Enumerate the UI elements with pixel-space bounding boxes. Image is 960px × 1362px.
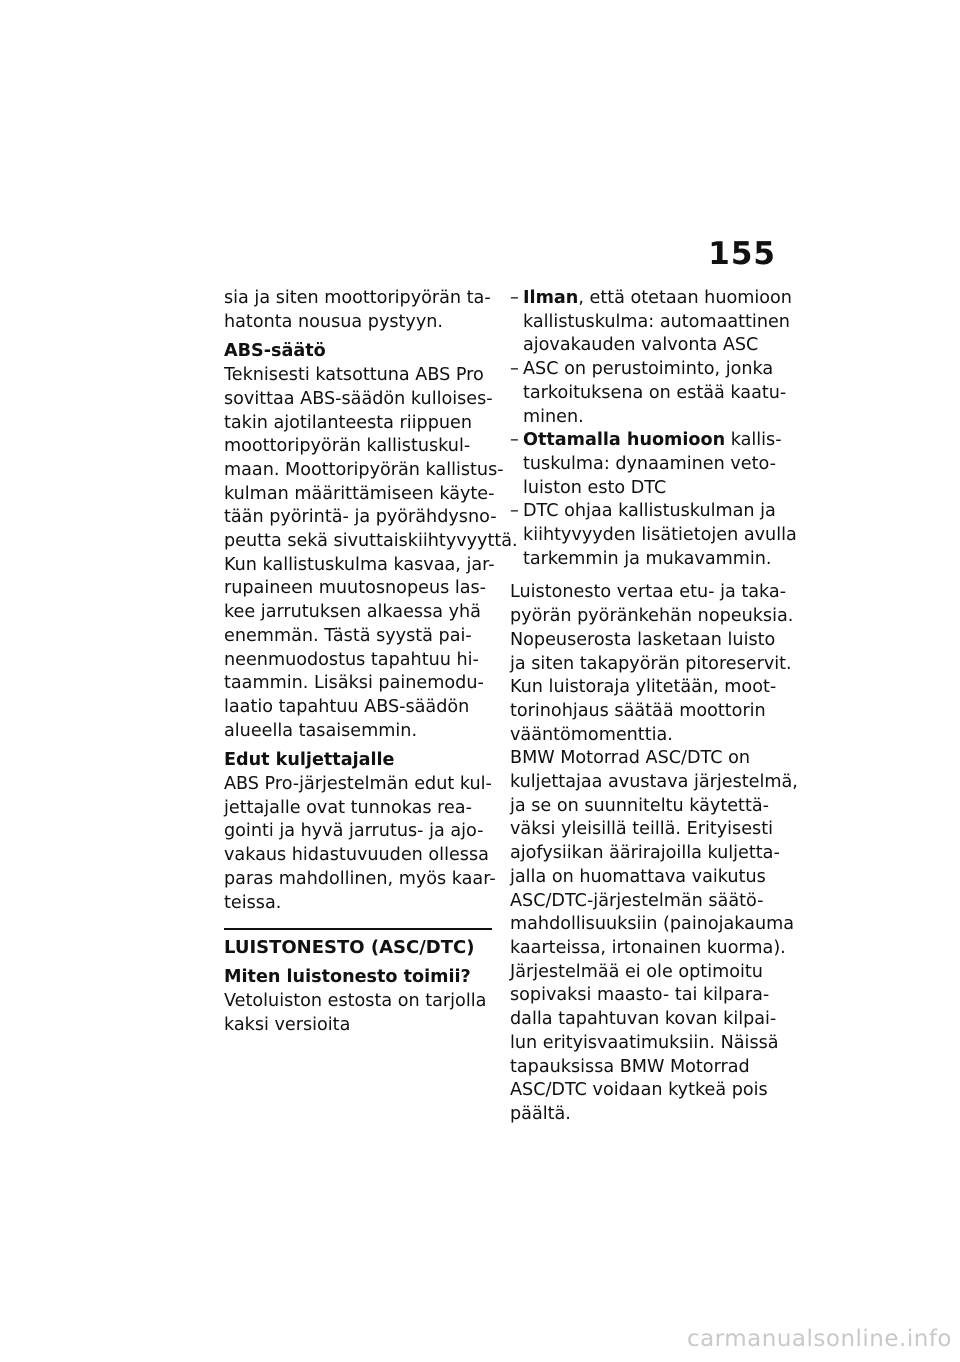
text-line bbox=[523, 358, 780, 382]
page-number: 155 bbox=[708, 236, 776, 272]
text-fragment: , että otetaan huomioon bbox=[578, 288, 792, 308]
text-line: lun erityisvaatimuksiin. Näissä bbox=[510, 1032, 779, 1053]
intro-paragraph bbox=[224, 287, 492, 334]
text-fragment: ASC on perustoiminto, jonka bbox=[523, 359, 774, 380]
text-line: sopivaksi maasto- tai kilpara- bbox=[510, 985, 770, 1006]
text-line: Kun kallistuskulma kasvaa, jar- bbox=[224, 554, 495, 575]
abs-heading: ABS-säätö bbox=[224, 341, 326, 362]
watermark: carmanualsonline.info bbox=[686, 1326, 952, 1352]
dash-marker: – bbox=[510, 501, 519, 522]
text-line: tarkoituksena on estää kaatu- bbox=[523, 382, 787, 403]
list-item bbox=[510, 358, 787, 429]
section-divider bbox=[224, 928, 492, 930]
text-line: ajofysiikan äärirajoilla kuljetta- bbox=[510, 843, 780, 864]
text-line: pyörän pyöränkehän nopeuksia. bbox=[510, 606, 794, 627]
text-line: teissa. bbox=[224, 892, 282, 913]
text-line: dalla tapahtuvan kovan kilpai- bbox=[510, 1009, 777, 1030]
text-line: gointi ja hyvä jarrutus- ja ajo- bbox=[224, 821, 484, 842]
text-line: kee jarrutuksen alkaessa yhä bbox=[224, 602, 481, 623]
list-item bbox=[510, 429, 780, 500]
text-line: vääntömomenttia. bbox=[510, 724, 673, 745]
text-line: kuljettajaa avustava järjestelmä, bbox=[510, 772, 798, 793]
text-line: Nopeuserosta lasketaan luisto bbox=[510, 629, 776, 650]
text-line: kulman määrittämiseen käyte- bbox=[224, 483, 495, 504]
text-line: tään pyörintä- ja pyörähdysno- bbox=[224, 507, 497, 528]
right-column bbox=[510, 287, 798, 1133]
how-heading: Miten luistonesto toimii? bbox=[224, 967, 471, 988]
how-section bbox=[224, 966, 492, 1037]
left-column bbox=[224, 287, 518, 1043]
section-title: LUISTONESTO (ASC/DTC) bbox=[224, 937, 475, 959]
text-line: Kun luistoraja ylitetään, moot- bbox=[510, 677, 777, 698]
text-fragment: kallis- bbox=[725, 430, 782, 451]
text-line: sia ja siten moottoripyörän ta- bbox=[224, 288, 491, 308]
text-line: minen. bbox=[523, 406, 584, 427]
text-line: sovittaa ABS-säädön kulloises- bbox=[224, 388, 493, 409]
text-line: ajovakauden valvonta ASC bbox=[523, 335, 759, 356]
text-line: kallistuskulma: automaattinen bbox=[523, 311, 790, 332]
text-line: maan. Moottoripyörän kallistus- bbox=[224, 459, 504, 480]
text-line: laatio tapahtuu ABS-säädön bbox=[224, 696, 470, 717]
text-line: torinohjaus säätää moottorin bbox=[510, 700, 766, 721]
text-line: tuskulma: dynaaminen veto- bbox=[523, 453, 776, 474]
text-line: kaarteissa, irtonainen kuorma). bbox=[510, 937, 786, 958]
list-item bbox=[510, 287, 792, 358]
text-line: kiihtyvyyden lisätietojen avulla bbox=[523, 525, 797, 546]
text-line: paras mahdollinen, myös kaar- bbox=[224, 868, 496, 889]
dash-marker: – bbox=[510, 288, 519, 308]
text-line: luiston esto DTC bbox=[523, 477, 667, 498]
text-line: peutta sekä sivuttaiskiihtyvyyttä. bbox=[224, 531, 518, 552]
text-line: Järjestelmää ei ole optimoitu bbox=[510, 961, 763, 982]
text-line: moottoripyörän kallistuskul- bbox=[224, 436, 471, 457]
text-line: BMW Motorrad ASC/DTC on bbox=[510, 748, 751, 769]
abs-section bbox=[224, 340, 518, 743]
bold-term: Ottamalla huomioon bbox=[523, 430, 726, 451]
dash-marker: – bbox=[510, 430, 519, 451]
text-line: takin ajotilanteesta riippuen bbox=[224, 412, 472, 433]
bold-term: Ilman bbox=[523, 288, 579, 308]
text-line: ASC/DTC voidaan kytkeä pois bbox=[510, 1080, 768, 1101]
body-paragraph bbox=[510, 581, 798, 1126]
text-line: päältä. bbox=[510, 1103, 571, 1124]
text-line: ASC/DTC-järjestelmän säätö- bbox=[510, 890, 764, 911]
text-line: rupaineen muutosnopeus las- bbox=[224, 578, 487, 599]
text-line: tapauksissa BMW Motorrad bbox=[510, 1056, 750, 1077]
text-line: ja se on suunniteltu käytettä- bbox=[510, 795, 769, 816]
text-line: hatonta nousua pystyyn. bbox=[224, 311, 443, 332]
text-line: kaksi versioita bbox=[224, 1014, 351, 1035]
text-line bbox=[523, 500, 780, 524]
text-line: vakaus hidastuvuuden ollessa bbox=[224, 845, 489, 866]
benefits-heading: Edut kuljettajalle bbox=[224, 750, 395, 771]
text-line: mahdollisuuksiin (painojakauma bbox=[510, 914, 795, 935]
text-line: ja siten takapyörän pitoreservit. bbox=[510, 653, 792, 674]
dash-marker: – bbox=[510, 359, 519, 380]
benefits-section bbox=[224, 749, 496, 915]
text-line: jalla on huomattava vaikutus bbox=[510, 866, 766, 887]
text-line: ABS Pro-järjestelmän edut kul- bbox=[224, 774, 492, 795]
text-line: Vetoluiston estosta on tarjolla bbox=[224, 990, 487, 1011]
list-item bbox=[510, 500, 797, 571]
text-line: tarkemmin ja mukavammin. bbox=[523, 548, 772, 569]
text-line bbox=[523, 287, 792, 311]
text-line: väksi yleisillä teillä. Erityisesti bbox=[510, 819, 773, 840]
text-line: alueella tasaisemmin. bbox=[224, 720, 418, 741]
text-line: taammin. Lisäksi painemodu- bbox=[224, 673, 484, 694]
text-line: neenmuodostus tapahtuu hi- bbox=[224, 649, 479, 670]
text-line: Teknisesti katsottuna ABS Pro bbox=[224, 365, 484, 386]
text-line bbox=[523, 429, 780, 453]
text-line: enemmän. Tästä syystä pai- bbox=[224, 625, 472, 646]
text-fragment: DTC ohjaa kallistuskulman ja bbox=[523, 501, 776, 522]
text-line: Luistonesto vertaa etu- ja taka- bbox=[510, 582, 787, 603]
text-line: jettajalle ovat tunnokas rea- bbox=[224, 797, 472, 818]
